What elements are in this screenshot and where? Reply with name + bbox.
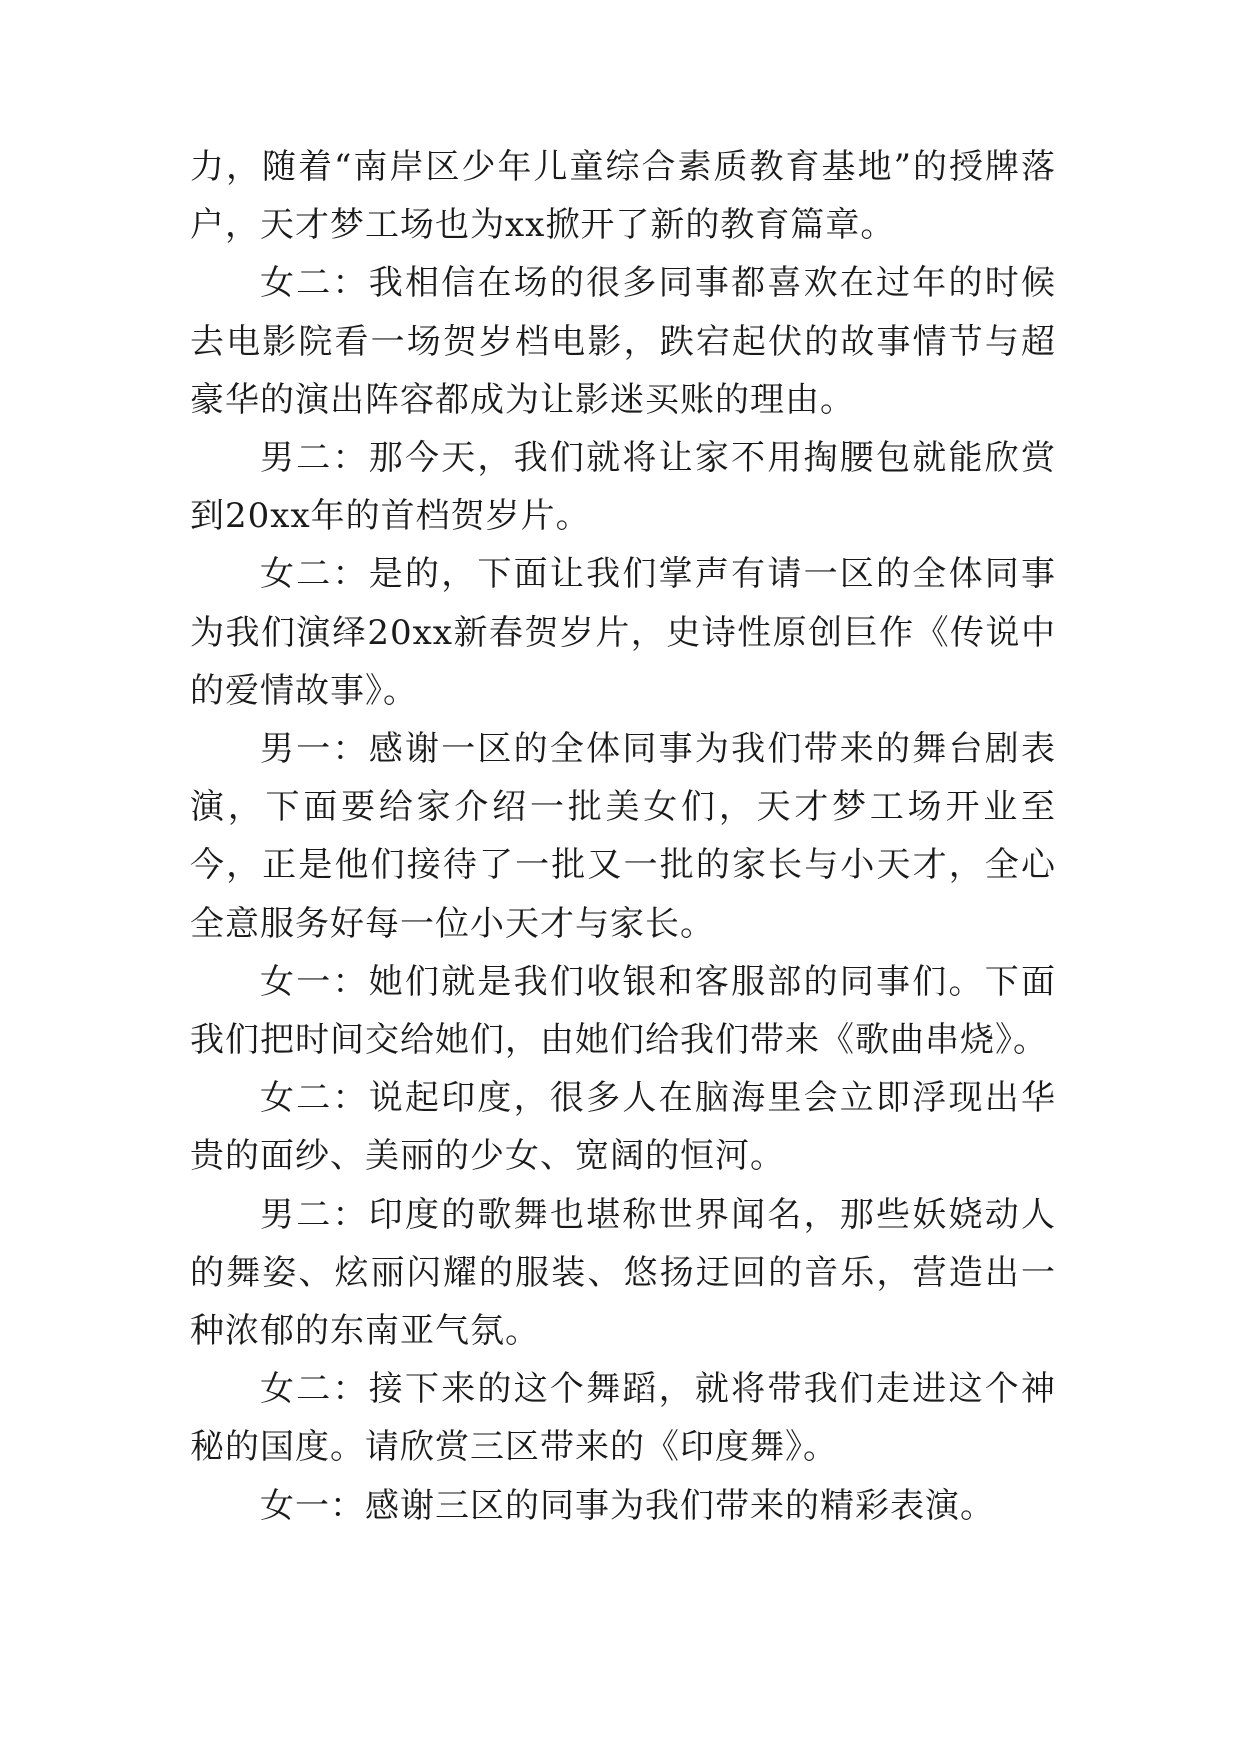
dialogue-paragraph: 女二：是的，下面让我们掌声有请一区的全体同事为我们演绎20xx新春贺岁片，史诗性原创巨作《传说中的爱情故事》。 (190, 554, 1056, 711)
dialogue-paragraph: 女一：她们就是我们收银和客服部的同事们。下面我们把时间交给她们，由她们给我们带来《歌曲串烧》。 (190, 961, 1056, 1061)
dialogue-paragraph: 男一：感谢一区的全体同事为我们带来的舞台剧表演，下面要给家介绍一批美女们，天才梦工场开业至今，正是他们接待了一批又一批的家长与小天才，全心全意服务好每一位小天才与家长。 (190, 729, 1056, 944)
dialogue-paragraph: 男二：那今天，我们就将让家不用掏腰包就能欣赏到20xx年的首档贺岁片。 (190, 438, 1056, 537)
dialogue-paragraph: 女二：接下来的这个舞蹈，就将带我们走进这个神秘的国度。请欣赏三区带来的《印度舞》。 (190, 1369, 1056, 1468)
dialogue-paragraph: 女二：我相信在场的很多同事都喜欢在过年的时候去电影院看一场贺岁档电影，跌宕起伏的故事情节与超豪华的演出阵容都成为让影迷买账的理由。 (190, 263, 1056, 420)
document-page (190, 138, 1056, 1535)
dialogue-paragraph: 男二：印度的歌舞也堪称世界闻名，那些妖娆动人的舞姿、炫丽闪耀的服装、悠扬迂回的音乐，营造出一种浓郁的东南亚气氛。 (190, 1194, 1056, 1352)
dialogue-paragraph: 女二：说起印度，很多人在脑海里会立即浮现出华贵的面纱、美丽的少女、宽阔的恒河。 (190, 1078, 1056, 1177)
paragraph-continuation: 力，随着“南岸区少年儿童综合素质教育基地”的授牌落户，天才梦工场也为xx掀开了新的教育篇章。 (190, 147, 1056, 246)
dialogue-paragraph: 女一：感谢三区的同事为我们带来的精彩表演。 (260, 1485, 995, 1526)
